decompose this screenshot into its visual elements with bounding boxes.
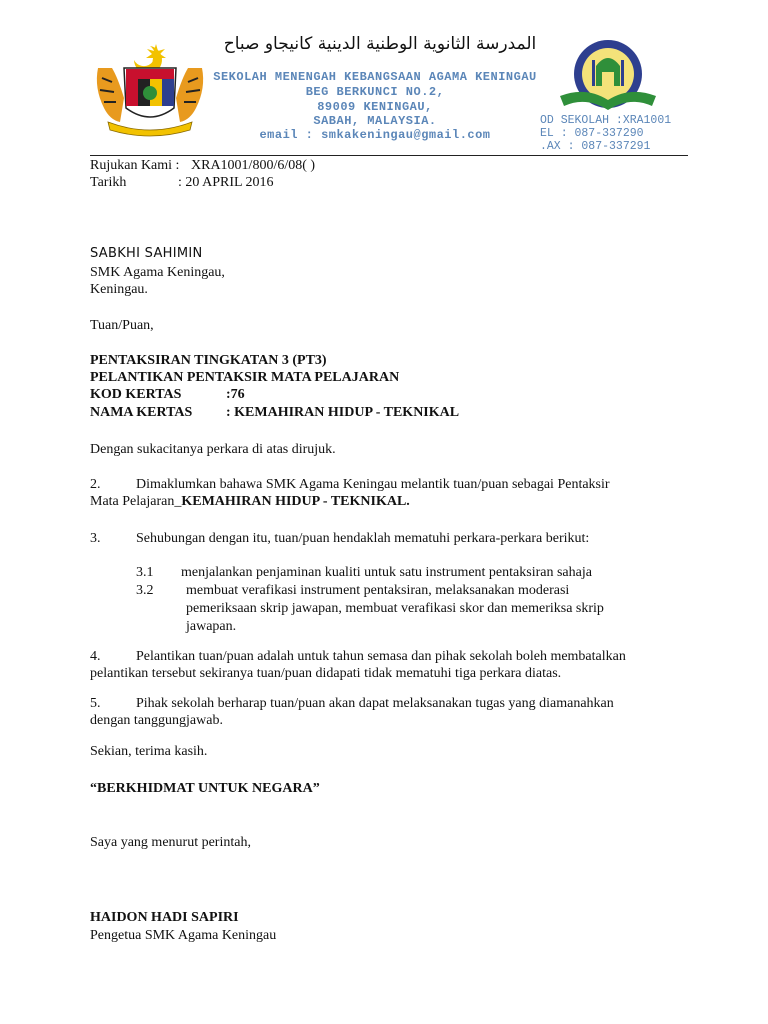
paragraph-5-number: 5. [90, 696, 101, 711]
date-label: Tarikh [90, 175, 127, 190]
address-line-2: 89009 KENINGAU, [317, 100, 433, 114]
paragraph-2-subject: KEMAHIRAN HIDUP - TEKNIKAL. [181, 494, 410, 509]
paragraph-4-line-2: pelantikan tersebut sekiranya tuan/puan didapati tidak mematuhi tiga perkara diatas. [90, 666, 562, 681]
paragraph-3-number: 3. [90, 531, 101, 546]
address-line-1: BEG BERKUNCI NO.2, [305, 85, 445, 99]
paragraph-2-line-2-text: Mata Pelajaran_ [90, 494, 182, 509]
closing-line: Sekian, terima kasih. [90, 744, 208, 759]
paragraph-3-text: Sehubungan dengan itu, tuan/puan hendaklah mematuhi perkara-perkara berikut: [136, 531, 590, 546]
paper-name-value: : KEMAHIRAN HIDUP - TEKNIKAL [226, 405, 460, 420]
reference-label: Rujukan Kami : [90, 158, 180, 173]
paragraph-2-line-1: Dimaklumkan bahawa SMK Agama Keningau melantik tuan/puan sebagai Pentaksir [136, 477, 610, 492]
school-phone: EL : 087-337290 [540, 127, 644, 140]
item-3-2-line-2: pemeriksaan skrip jawapan, membuat verafikasi skor dan memeriksa skrip [186, 601, 604, 616]
paper-name-label: NAMA KERTAS [90, 405, 193, 420]
paper-code-value: :76 [226, 387, 245, 402]
date-value: : 20 APRIL 2016 [178, 175, 274, 190]
school-badge-logo [556, 36, 660, 116]
paragraph-2-line-2 [90, 493, 410, 510]
item-3-2-line-3: jawapan. [186, 619, 237, 634]
paragraph-1: Dengan sukacitanya perkara di atas dirujuk. [90, 442, 336, 457]
signatory-title: Pengetua SMK Agama Keningau [90, 928, 277, 943]
reference-value: XRA1001/800/6/08( ) [191, 158, 316, 173]
paragraph-4-number: 4. [90, 649, 101, 664]
address-line-3: SABAH, MALAYSIA. [313, 114, 437, 128]
salutation: Tuan/Puan, [90, 318, 154, 333]
school-email: email : smkakeningau@gmail.com [259, 128, 491, 142]
subject-line-2: PELANTIKAN PENTAKSIR MATA PELAJARAN [90, 370, 400, 385]
item-3-2-number: 3.2 [136, 583, 154, 598]
paper-code-label: KOD KERTAS [90, 387, 182, 402]
motto: “BERKHIDMAT UNTUK NEGARA” [90, 781, 320, 796]
paragraph-5-line-1: Pihak sekolah berharap tuan/puan akan dapat melaksanakan tugas yang diamanahkan [136, 696, 614, 711]
paragraph-4-line-1: Pelantikan tuan/puan adalah untuk tahun semasa dan pihak sekolah boleh membatalkan [136, 649, 626, 664]
letterhead-divider [90, 155, 688, 156]
item-3-1-number: 3.1 [136, 565, 154, 580]
sign-off: Saya yang menurut perintah, [90, 835, 251, 850]
school-code: OD SEKOLAH :XRA1001 [540, 114, 672, 127]
paragraph-5-line-2: dengan tanggungjawab. [90, 713, 223, 728]
school-fax: .AX : 087-337291 [540, 140, 651, 153]
item-3-1-text: menjalankan penjaminan kualiti untuk satu instrument pentaksiran sahaja [181, 565, 592, 580]
recipient-line-3: Keningau. [90, 282, 148, 297]
item-3-2-line-1: membuat verafikasi instrument pentaksiran, melaksanakan moderasi [186, 583, 570, 598]
recipient-line-2: SMK Agama Keningau, [90, 265, 225, 280]
school-name-arabic: المدرسة الثانوية الوطنية الدينية كانيجاو صباح [223, 34, 537, 54]
subject-line-1: PENTAKSIRAN TINGKATAN 3 (PT3) [90, 353, 327, 368]
recipient-name: SABKHI SAHIMIN [90, 246, 203, 261]
school-name: SEKOLAH MENENGAH KEBANGSAAN AGAMA KENINGAU [213, 70, 537, 84]
signatory-name: HAIDON HADI SAPIRI [90, 910, 239, 925]
paragraph-2-number: 2. [90, 477, 101, 492]
